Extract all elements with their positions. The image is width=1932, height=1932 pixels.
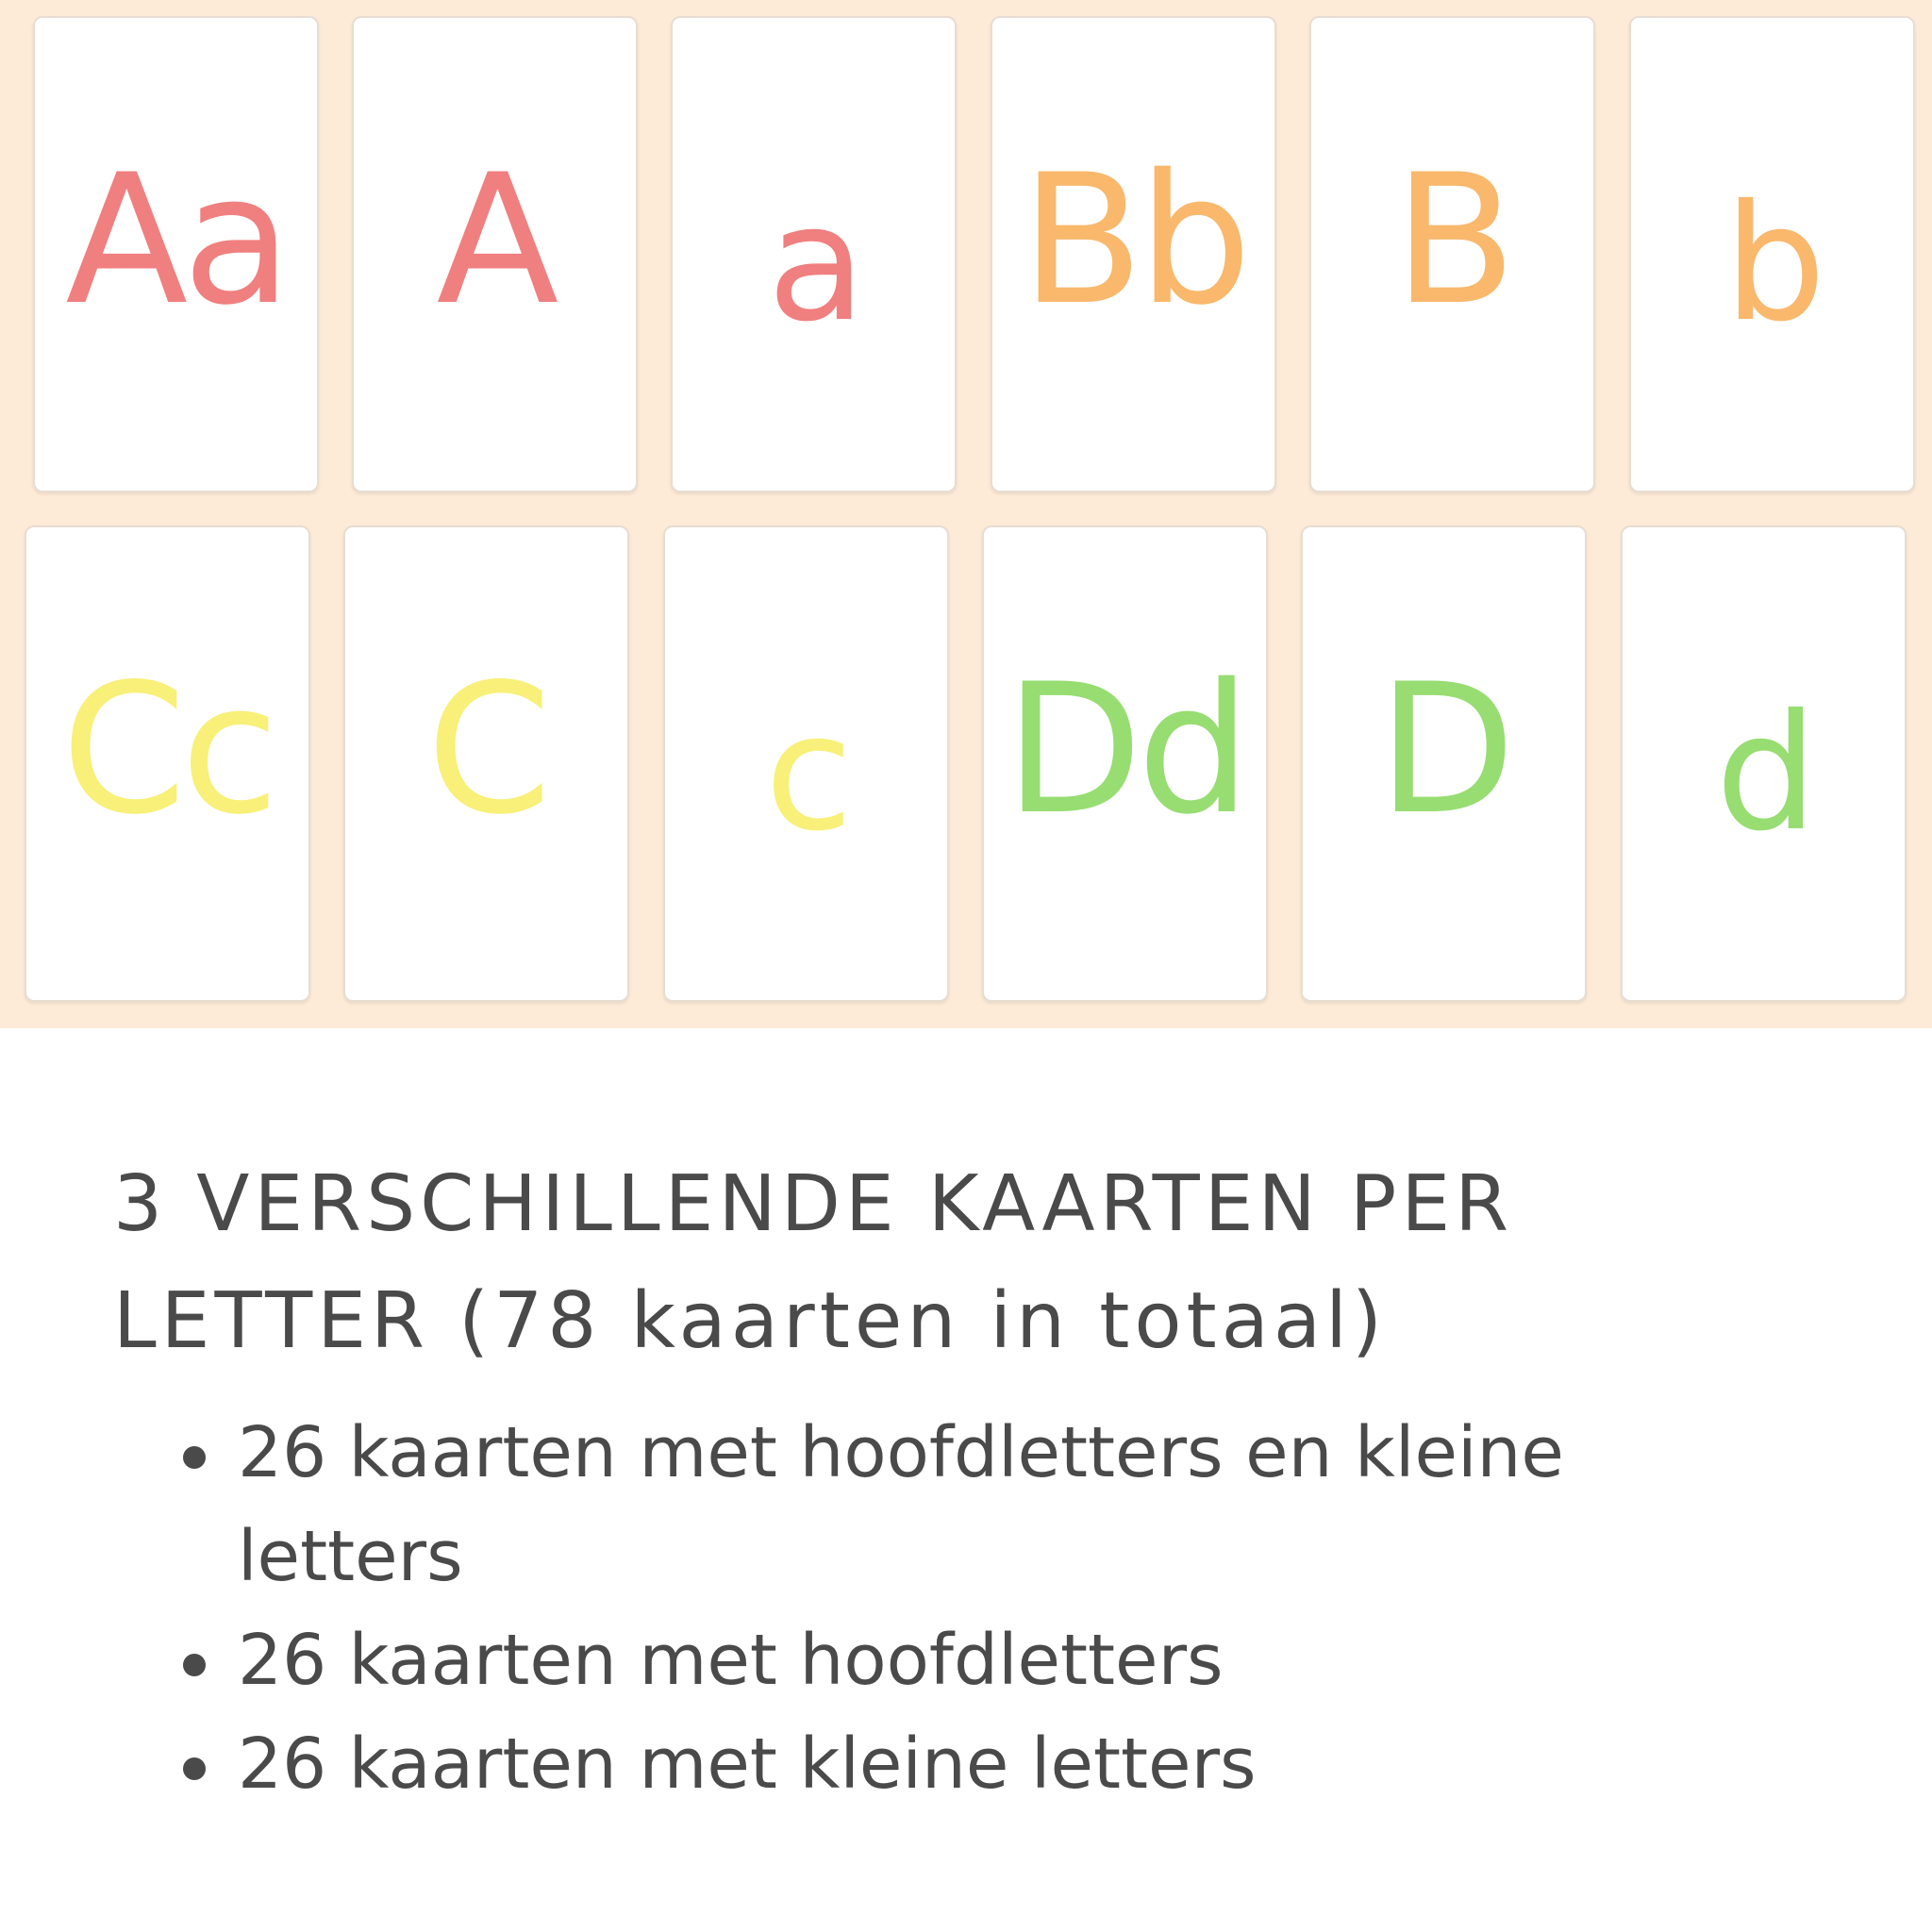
list-item xyxy=(179,1401,1700,1608)
card-letter: Dd xyxy=(1005,644,1245,854)
card-letter: C xyxy=(426,644,546,854)
letter-card xyxy=(1301,525,1587,1002)
card-letter: d xyxy=(1715,679,1812,867)
bullet-dot-icon xyxy=(183,1446,206,1469)
card-letter: A xyxy=(436,135,554,344)
card-letter: b xyxy=(1724,170,1821,358)
letter-card xyxy=(991,16,1276,492)
card-letter: B xyxy=(1393,135,1511,344)
letter-card xyxy=(671,16,957,492)
list-item xyxy=(179,1608,1700,1712)
letter-card xyxy=(1309,16,1595,492)
list-item-text: 26 kaarten met kleine letters xyxy=(238,1724,1257,1805)
letter-card xyxy=(1629,16,1915,492)
bullet-dot-icon xyxy=(183,1757,206,1780)
description-block xyxy=(113,1146,1792,1816)
letter-card xyxy=(343,525,629,1002)
letter-card xyxy=(1621,525,1907,1002)
bullet-dot-icon xyxy=(183,1654,206,1676)
card-letter: D xyxy=(1377,644,1510,854)
heading: 3 VERSCHILLENDE KAARTEN PER LETTER (78 kaarten in totaal) xyxy=(113,1159,1514,1366)
card-letter: Cc xyxy=(60,644,275,854)
letter-card xyxy=(352,16,638,492)
card-letter: Bb xyxy=(1021,135,1246,344)
card-letter: a xyxy=(767,170,860,358)
list-item-text: 26 kaarten met hoofdletters xyxy=(238,1620,1224,1701)
card-letter: c xyxy=(764,679,848,867)
bullet-list xyxy=(113,1401,1792,1816)
list-item xyxy=(179,1712,1700,1816)
letter-card xyxy=(663,525,949,1002)
letter-card xyxy=(982,525,1268,1002)
list-item-text: 26 kaarten met hoofdletters en kleine letters xyxy=(238,1412,1564,1597)
card-letter: Aa xyxy=(65,135,287,344)
letter-card xyxy=(25,525,310,1002)
letter-card xyxy=(33,16,319,492)
